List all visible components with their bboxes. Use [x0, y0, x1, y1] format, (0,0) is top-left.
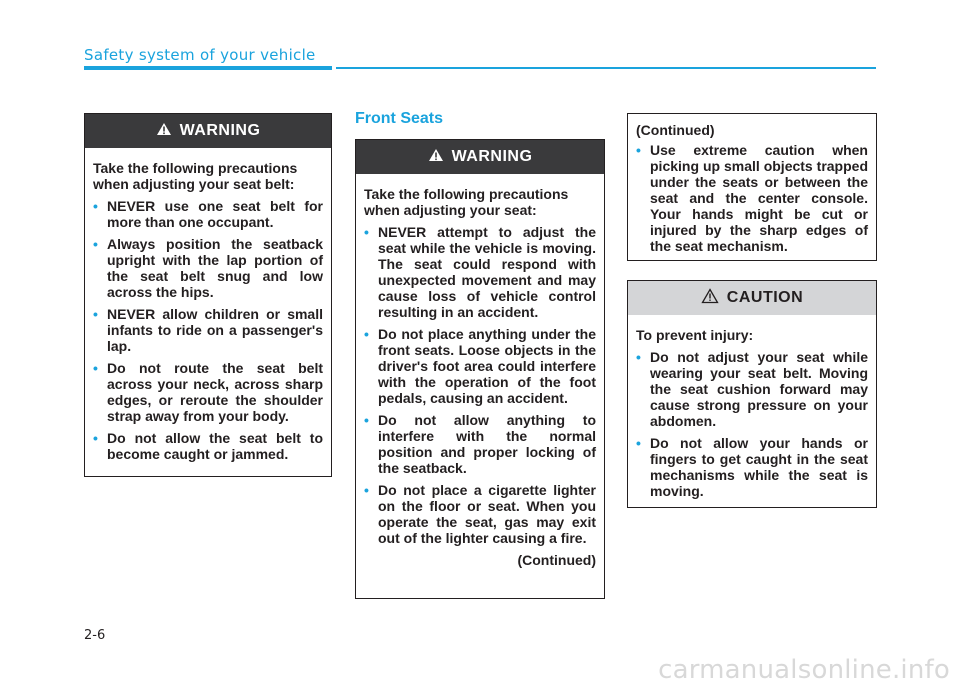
warning-intro: Take the following precautions when adjusting your seat belt: [93, 160, 298, 192]
bullet-dot-icon: • [364, 412, 369, 428]
list-item: • Do not adjust your seat while wearing your seat belt. Moving the seat cushion forward may cause strong pressure on your abdomen. [636, 349, 868, 429]
seat-warning-box [355, 139, 605, 599]
warning-heading-text: WARNING [179, 122, 261, 139]
warning-triangle-icon [156, 122, 172, 141]
bullet-dot-icon: • [364, 482, 369, 498]
list-item: • NEVER attempt to adjust the seat while the vehicle is moving. The seat could respond with unexpected movement and may cause loss of vehicle control resulting in an accident. [364, 224, 596, 320]
bullet-dot-icon: • [364, 326, 369, 342]
header-rule-thin [336, 67, 876, 69]
list-item: • Do not place a cigarette lighter on the floor or seat. When you operate the seat, gas may exit out of the lighter causing a fire. [364, 482, 596, 546]
bullet-dot-icon: • [93, 236, 98, 252]
continued-label: (Continued) [636, 122, 715, 138]
seatbelt-warning-box [84, 113, 332, 477]
bullet-dot-icon: • [93, 430, 98, 446]
bullet-dot-icon: • [636, 349, 641, 365]
warning-triangle-icon [701, 288, 719, 309]
caution-heading [628, 281, 876, 315]
list-item: • Do not allow the seat belt to become caught or jammed. [93, 430, 323, 462]
caution-heading-text: CAUTION [726, 289, 804, 306]
warning-intro: Take the following precautions when adjusting your seat: [364, 186, 569, 218]
front-seats-title: Front Seats [355, 110, 444, 127]
caution-box [627, 280, 877, 508]
continued-warning-box [627, 113, 877, 261]
list-item: • NEVER use one seat belt for more than one occupant. [93, 198, 323, 230]
list-item: • NEVER allow children or small infants to ride on a passenger's lap. [93, 306, 323, 354]
bullet-dot-icon: • [93, 306, 98, 322]
warning-heading-text: WARNING [451, 148, 533, 165]
caution-intro: To prevent injury: [636, 327, 754, 343]
list-item: • Do not place anything under the front seats. Loose objects in the driver's foot area could interfere with the operation of the foot pedals, causing an accident. [364, 326, 596, 406]
list-item: • Always position the seatback upright with the lap portion of the seat belt snug and low across the hips. [93, 236, 323, 300]
page-number: 2-6 [84, 628, 106, 643]
bullet-dot-icon: • [636, 142, 641, 158]
watermark: carmanualsonline.info [658, 655, 950, 685]
section-header: Safety system of your vehicle [84, 46, 316, 64]
warning-triangle-icon [428, 148, 444, 167]
warning-heading [85, 114, 331, 148]
continued-label: (Continued) [517, 552, 596, 568]
bullet-dot-icon: • [364, 224, 369, 240]
list-item: • Do not allow your hands or fingers to get caught in the seat mechanisms while the seat is moving. [636, 435, 868, 499]
header-rule-thick [84, 66, 332, 70]
list-item: • Use extreme caution when picking up small objects trapped under the seats or between the seat and the center console. Your hands might be cut or injured by the sharp edges of the seat mechanism. [636, 142, 868, 254]
bullet-dot-icon: • [93, 360, 98, 376]
list-item: • Do not allow anything to interfere with the normal position and proper locking of the seatback. [364, 412, 596, 476]
list-item: • Do not route the seat belt across your neck, across sharp edges, or reroute the shoulder strap away from your body. [93, 360, 323, 424]
warning-heading [356, 140, 604, 174]
bullet-dot-icon: • [93, 198, 98, 214]
bullet-dot-icon: • [636, 435, 641, 451]
